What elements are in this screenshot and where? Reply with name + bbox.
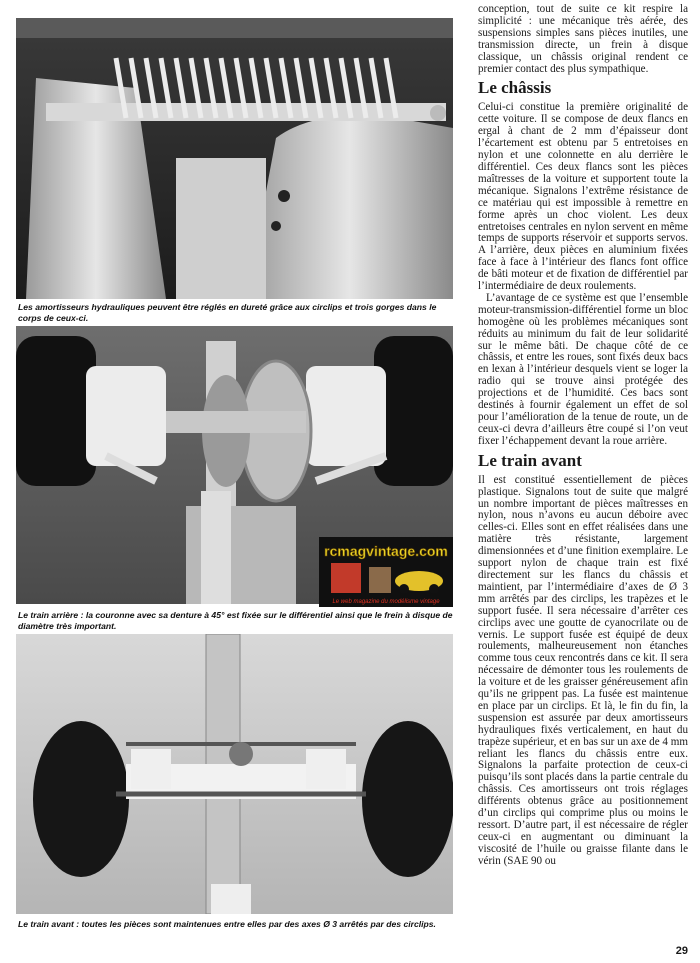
rcmagvintage-logo [319,537,453,607]
chassis-paragraph-1: Celui-ci constitue la première originalité de cette voiture. Il se compose de deux flancs en ergal à chant de 2 mm d’épaisseur dont l’écartement est obtenu par 5 entretoises en nylon et une colonnette en alu derrière le différentiel. Ces deux flancs sont les pièces maîtresses de la voiture et supportent toute la mécanique. Signalons l’extrême résistance de ce matériau qui est impossible à remettre en forme après un choc violent. Les deux entretoises centrales en nylon servent en même temps de supports réservoir et supports servos. A l’arrière, deux pièces en aluminium fixées face à face à l’intérieur des flancs font office de bâti moteur et de fixation de différentiel par l’intermédiaire de deux roulements. [478,101,688,293]
front-axle-caption: Le train avant : toutes les pièces sont maintenues entre elles par des axes Ø 3 arrêtés par des circlips. [18,919,436,929]
chassis-paragraph-2: L’avantage de ce système est que l’ensemble moteur-transmission-différentiel forme un bloc homogène où les problèmes mécaniques sont réduits au minimum du fait de leur solidarité sur le même bâti. De chaque côté de ce châssis, et entre les roues, sont fixés deux bacs en lexan à l’intérieur desquels vient se loger la radio qui se trouve ainsi protégée des projections et de l’humidité. Ces bacs sont destinés à fournir également un effet de sol pour l’amélioration de la tenue de route, un de ceux-ci devra d’ailleurs être coupé si l’on veut fixer l’échappement devant la roue arrière. [478,291,688,447]
front-axle-photo [16,634,453,914]
rear-axle-caption: Le train arrière : la couronne avec sa denture à 45° est fixée sur le différentiel ainsi que le frein à disque de diamètre très important. [18,610,453,631]
shock-absorbers-caption: Les amortisseurs hydrauliques peuvent être réglés en dureté grâce aux circlips et trois gorges dans le corps de ceux-ci. [18,302,437,323]
shock-absorbers-photo [16,18,453,299]
logo-title: rcmagvintage.com [324,543,448,559]
logo-subtitle: Le web magazine du modélisme vintage [332,599,440,605]
article-column [478,4,688,868]
section-heading-chassis: Le châssis [478,78,552,98]
intro-paragraph: conception, tout de suite ce kit respire la simplicité : une mécanique très aérée, des suspensions simples sans pièces inutiles, une transmission directe, un frein à disque classique, un châssis original rendent ce premier contact des plus sympathique. [478,3,688,75]
section-heading-front-axle: Le train avant [478,450,582,470]
page-number: 29 [675,945,688,957]
front-axle-paragraph: Il est constitué essentiellement de pièces plastique. Signalons tout de suite que malgré un nombre important de pièces maîtresses en nylon, nous n’avons eu aucun déboire avec celles-ci. Elles sont en effet réalisées dans une matière très résistante, largement dimensionnées et d’une finition exemplaire. Le support nylon de chaque train est fixé directement sur les flancs du châssis et maintient, par l’intermédiaire d’axes de Ø 3 mm arrêtés par des circlips, les trapèzes et le support fusée. Il sera nécessaire d’arrêter ces circlips avec une goutte de cyanocrilate ou de vernis. Le support fusée est équipé de deux roulements, malheureusement non étanches comme tous ceux rencontrés dans ce kit. Il sera nécessaire de démonter tous les roulements de la voiture et de les graisser généreusement afin qu’ils ne grippent pas. La fusée est maintenue en place par un circlips. Et là, le fin du fin, la suspension est assurée par deux amortisseurs hydrauliques fixés verticalement, en haut du trapèze supérieur, et en bas sur un axe de 4 mm reliant les flancs du châssis entre eux. Signalons la parfaite protection de ceux-ci puisqu’ils sont placés dans la partie centrale du châssis. Ces amortisseurs ont trois réglages différents obtenus grâce au positionnement d’un circlips qui comprime plus ou moins le ressort. D’autre part, il est nécessaire de régler ceux-ci en augmentant ou diminuant la viscosité de l’huile ou graisse filante dans le vérin (SAE 90 ou [478,473,688,867]
